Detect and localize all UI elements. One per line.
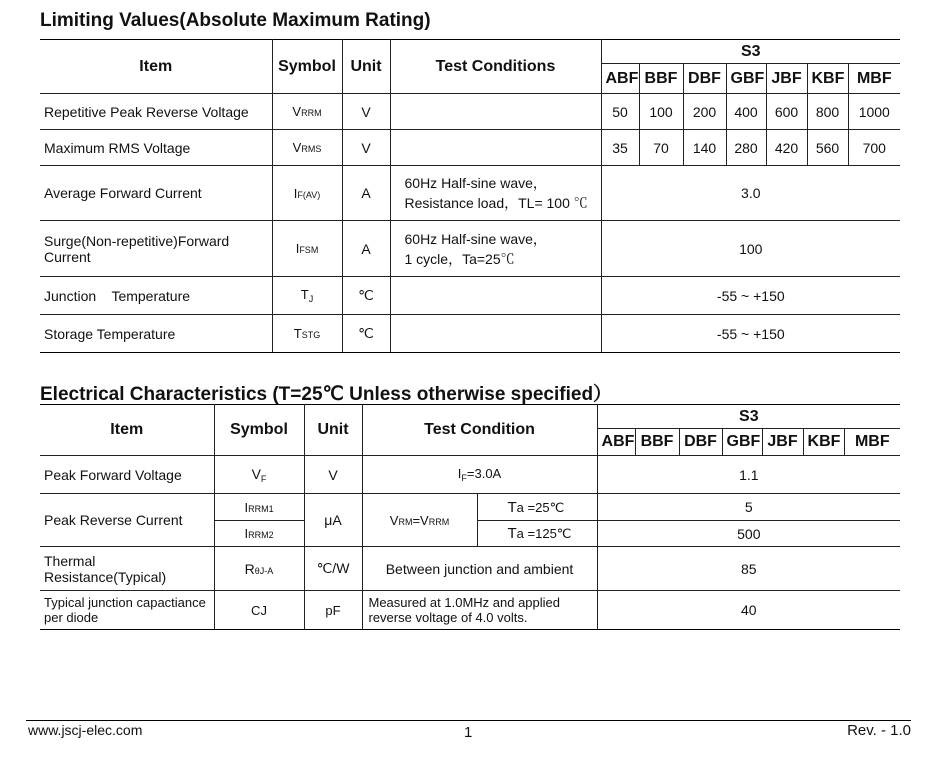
col-header-group: S3 bbox=[597, 405, 900, 429]
col-header-test: Test Conditions bbox=[390, 40, 601, 94]
row-value: 420 bbox=[766, 130, 807, 166]
row-item: Surge(Non-repetitive)Forward Current bbox=[40, 221, 272, 277]
row-item: Storage Temperature bbox=[40, 315, 272, 353]
row-test bbox=[390, 130, 601, 166]
col-header-test: Test Condition bbox=[362, 405, 597, 456]
limiting-values-title: Limiting Values(Absolute Maximum Rating) bbox=[40, 10, 431, 31]
row-unit: ℃/W bbox=[304, 547, 362, 591]
footer-revision: Rev. - 1.0 bbox=[847, 722, 911, 739]
table-row bbox=[40, 94, 900, 130]
row-test bbox=[390, 315, 601, 353]
footer-page-number: 1 bbox=[464, 724, 473, 741]
row-unit: μA bbox=[304, 494, 362, 547]
row-symbol: IRRM2 bbox=[214, 521, 304, 547]
row-value: 560 bbox=[807, 130, 848, 166]
row-value: 500 bbox=[597, 521, 900, 547]
row-item: Repetitive Peak Reverse Voltage bbox=[40, 94, 272, 130]
table-row bbox=[40, 547, 900, 591]
row-value: -55 ~ +150 bbox=[601, 315, 900, 353]
row-unit: ℃ bbox=[342, 315, 390, 353]
row-item: Peak Reverse Current bbox=[40, 494, 214, 547]
row-item: Junction Temperature bbox=[40, 277, 272, 315]
row-symbol: $V_F$ bbox=[214, 456, 304, 494]
row-item: Maximum RMS Voltage bbox=[40, 130, 272, 166]
electrical-characteristics-table bbox=[40, 404, 900, 630]
row-symbol: VRMS bbox=[272, 130, 342, 166]
model-header: BBF bbox=[635, 429, 679, 456]
row-value: 700 bbox=[848, 130, 900, 166]
model-header: ABF bbox=[601, 64, 639, 94]
row-unit: pF bbox=[304, 591, 362, 630]
row-symbol: CJ bbox=[214, 591, 304, 630]
table-row bbox=[40, 494, 900, 521]
col-header-item: Item bbox=[40, 40, 272, 94]
row-test-temp: Ta =25℃ bbox=[477, 494, 597, 521]
row-test-temp: Ta =125℃ bbox=[477, 521, 597, 547]
row-unit: A bbox=[342, 166, 390, 221]
col-header-item: Item bbox=[40, 405, 214, 456]
row-symbol: RθJ-A bbox=[214, 547, 304, 591]
limiting-values-table bbox=[40, 39, 900, 353]
row-value: 1.1 bbox=[597, 456, 900, 494]
row-value: 140 bbox=[683, 130, 726, 166]
row-symbol: VRRM bbox=[272, 94, 342, 130]
row-value: 5 bbox=[597, 494, 900, 521]
col-header-group: S3 bbox=[601, 40, 900, 64]
row-value: 100 bbox=[601, 221, 900, 277]
row-value: 100 bbox=[639, 94, 683, 130]
row-test: Between junction and ambient bbox=[362, 547, 597, 591]
row-symbol: TSTG bbox=[272, 315, 342, 353]
row-value: 280 bbox=[726, 130, 766, 166]
table-row bbox=[40, 315, 900, 353]
model-header: ABF bbox=[597, 429, 635, 456]
row-value: 400 bbox=[726, 94, 766, 130]
limiting-header-row bbox=[40, 40, 900, 64]
row-value: 1000 bbox=[848, 94, 900, 130]
model-header: JBF bbox=[766, 64, 807, 94]
row-symbol: $T_J$ bbox=[272, 277, 342, 315]
row-value: 200 bbox=[683, 94, 726, 130]
table-row bbox=[40, 166, 900, 221]
model-header: JBF bbox=[762, 429, 803, 456]
row-unit: A bbox=[342, 221, 390, 277]
row-test bbox=[390, 94, 601, 130]
row-value: 40 bbox=[597, 591, 900, 630]
col-header-unit: Unit bbox=[304, 405, 362, 456]
model-header: MBF bbox=[844, 429, 900, 456]
row-item: Peak Forward Voltage bbox=[40, 456, 214, 494]
row-value: 800 bbox=[807, 94, 848, 130]
model-header: KBF bbox=[803, 429, 844, 456]
row-item: Average Forward Current bbox=[40, 166, 272, 221]
table-row bbox=[40, 221, 900, 277]
row-symbol: IF(AV) bbox=[272, 166, 342, 221]
row-unit: V bbox=[342, 130, 390, 166]
row-test: $I_F=3.0A$ bbox=[362, 456, 597, 494]
model-header: KBF bbox=[807, 64, 848, 94]
row-value: 85 bbox=[597, 547, 900, 591]
row-value: 600 bbox=[766, 94, 807, 130]
model-header: MBF bbox=[848, 64, 900, 94]
electrical-characteristics-title: Electrical Characteristics (T=25℃ Unless otherwise specified） bbox=[40, 384, 613, 405]
row-test: Measured at 1.0MHz and applied reverse voltage of 4.0 volts. bbox=[362, 591, 597, 630]
model-header: GBF bbox=[726, 64, 766, 94]
row-unit: ℃ bbox=[342, 277, 390, 315]
row-unit: V bbox=[342, 94, 390, 130]
row-unit: V bbox=[304, 456, 362, 494]
row-item: Thermal Resistance(Typical) bbox=[40, 547, 214, 591]
model-header: BBF bbox=[639, 64, 683, 94]
row-value: -55 ~ +150 bbox=[601, 277, 900, 315]
model-header: DBF bbox=[679, 429, 722, 456]
row-test: 60Hz Half-sine wave， Resistance load，TL= 100 ℃ bbox=[390, 166, 601, 221]
row-value: 70 bbox=[639, 130, 683, 166]
row-symbol: IRRM1 bbox=[214, 494, 304, 521]
table-row bbox=[40, 456, 900, 494]
model-header: DBF bbox=[683, 64, 726, 94]
table-row bbox=[40, 130, 900, 166]
footer-website: www.jscj-elec.com bbox=[28, 722, 143, 738]
col-header-unit: Unit bbox=[342, 40, 390, 94]
row-test: VRM=VRRM bbox=[362, 494, 477, 547]
row-value: 35 bbox=[601, 130, 639, 166]
row-value: 50 bbox=[601, 94, 639, 130]
electrical-header-row bbox=[40, 405, 900, 429]
row-item: Typical junction capactiance per diode bbox=[40, 591, 214, 630]
footer-divider bbox=[26, 720, 911, 721]
table-row bbox=[40, 277, 900, 315]
row-symbol: IFSM bbox=[272, 221, 342, 277]
row-test bbox=[390, 277, 601, 315]
col-header-symbol: Symbol bbox=[272, 40, 342, 94]
model-header: GBF bbox=[722, 429, 762, 456]
row-value: 3.0 bbox=[601, 166, 900, 221]
table-row bbox=[40, 591, 900, 630]
col-header-symbol: Symbol bbox=[214, 405, 304, 456]
row-test: 60Hz Half-sine wave， 1 cycle，Ta=25℃ bbox=[390, 221, 601, 277]
